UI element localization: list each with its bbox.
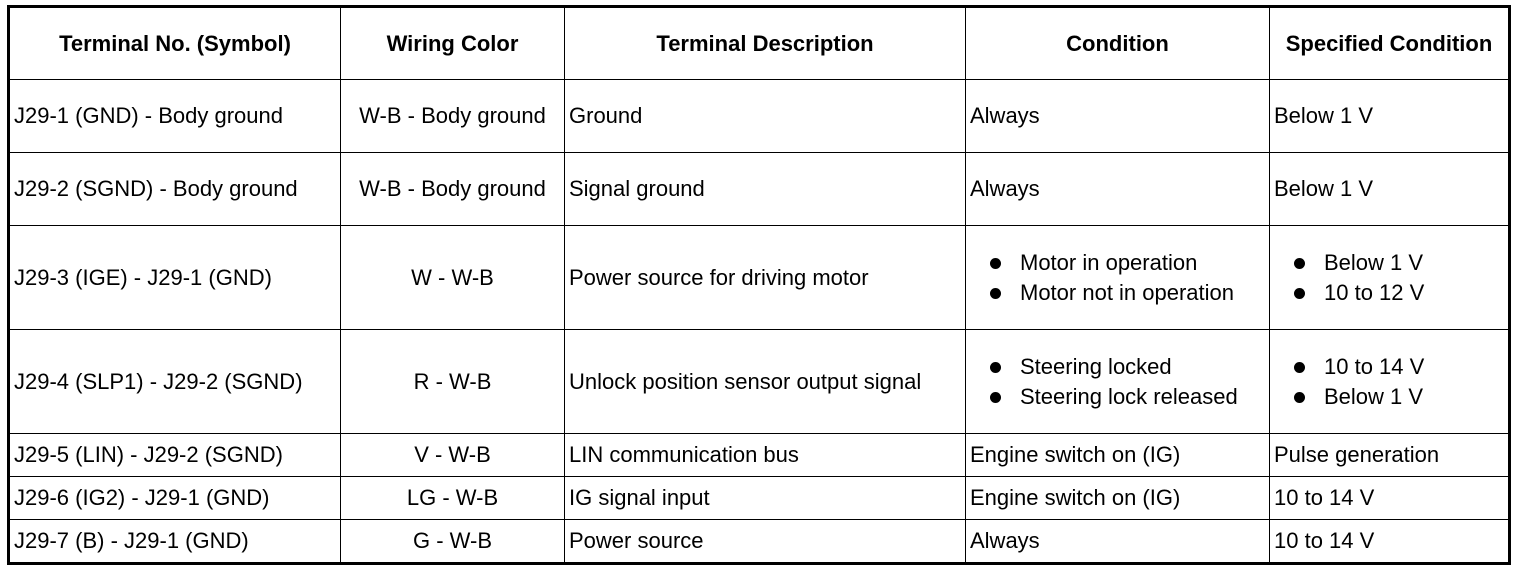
table-row xyxy=(9,226,1510,330)
description-cell: Unlock position sensor output signal xyxy=(565,330,966,434)
specified-list xyxy=(1274,352,1504,412)
condition-cell: Always xyxy=(966,520,1270,564)
table-row xyxy=(9,434,1510,477)
header-row xyxy=(9,7,1510,80)
wiring-cell: R - W-B xyxy=(341,330,565,434)
terminal-cell: J29-2 (SGND) - Body ground xyxy=(9,153,341,226)
terminal-spec-table xyxy=(7,5,1511,565)
condition-cell xyxy=(966,330,1270,434)
condition-item: Motor in operation xyxy=(988,248,1265,278)
specified-cell xyxy=(1270,226,1510,330)
condition-list xyxy=(970,352,1265,412)
table-row xyxy=(9,477,1510,520)
specified-item: Below 1 V xyxy=(1292,382,1504,412)
condition-cell: Engine switch on (IG) xyxy=(966,434,1270,477)
wiring-cell: G - W-B xyxy=(341,520,565,564)
table-row xyxy=(9,153,1510,226)
description-cell: IG signal input xyxy=(565,477,966,520)
table-row xyxy=(9,80,1510,153)
terminal-cell: J29-5 (LIN) - J29-2 (SGND) xyxy=(9,434,341,477)
wiring-cell: W - W-B xyxy=(341,226,565,330)
wiring-cell: W-B - Body ground xyxy=(341,153,565,226)
specified-cell xyxy=(1270,330,1510,434)
table-row xyxy=(9,520,1510,564)
table-body xyxy=(9,80,1510,564)
specified-cell: 10 to 14 V xyxy=(1270,477,1510,520)
header-specified-condition: Specified Condition xyxy=(1270,7,1510,80)
wiring-cell: V - W-B xyxy=(341,434,565,477)
specified-cell: Below 1 V xyxy=(1270,80,1510,153)
specified-cell: 10 to 14 V xyxy=(1270,520,1510,564)
specified-cell: Below 1 V xyxy=(1270,153,1510,226)
description-cell: Power source xyxy=(565,520,966,564)
header-terminal-description: Terminal Description xyxy=(565,7,966,80)
condition-list xyxy=(970,248,1265,308)
terminal-cell: J29-4 (SLP1) - J29-2 (SGND) xyxy=(9,330,341,434)
condition-cell: Always xyxy=(966,153,1270,226)
condition-cell xyxy=(966,226,1270,330)
terminal-cell: J29-6 (IG2) - J29-1 (GND) xyxy=(9,477,341,520)
wiring-cell: LG - W-B xyxy=(341,477,565,520)
header-condition: Condition xyxy=(966,7,1270,80)
description-cell: LIN communication bus xyxy=(565,434,966,477)
specified-list xyxy=(1274,248,1504,308)
terminal-cell: J29-3 (IGE) - J29-1 (GND) xyxy=(9,226,341,330)
description-cell: Ground xyxy=(565,80,966,153)
terminal-cell: J29-1 (GND) - Body ground xyxy=(9,80,341,153)
specified-item: 10 to 12 V xyxy=(1292,278,1504,308)
condition-item: Motor not in operation xyxy=(988,278,1265,308)
description-cell: Power source for driving motor xyxy=(565,226,966,330)
condition-item: Steering locked xyxy=(988,352,1265,382)
terminal-cell: J29-7 (B) - J29-1 (GND) xyxy=(9,520,341,564)
condition-cell: Always xyxy=(966,80,1270,153)
condition-item: Steering lock released xyxy=(988,382,1265,412)
table-header xyxy=(9,7,1510,80)
specified-item: Below 1 V xyxy=(1292,248,1504,278)
wiring-cell: W-B - Body ground xyxy=(341,80,565,153)
condition-cell: Engine switch on (IG) xyxy=(966,477,1270,520)
specified-cell: Pulse generation xyxy=(1270,434,1510,477)
specified-item: 10 to 14 V xyxy=(1292,352,1504,382)
description-cell: Signal ground xyxy=(565,153,966,226)
table-row xyxy=(9,330,1510,434)
header-terminal: Terminal No. (Symbol) xyxy=(9,7,341,80)
header-wiring-color: Wiring Color xyxy=(341,7,565,80)
